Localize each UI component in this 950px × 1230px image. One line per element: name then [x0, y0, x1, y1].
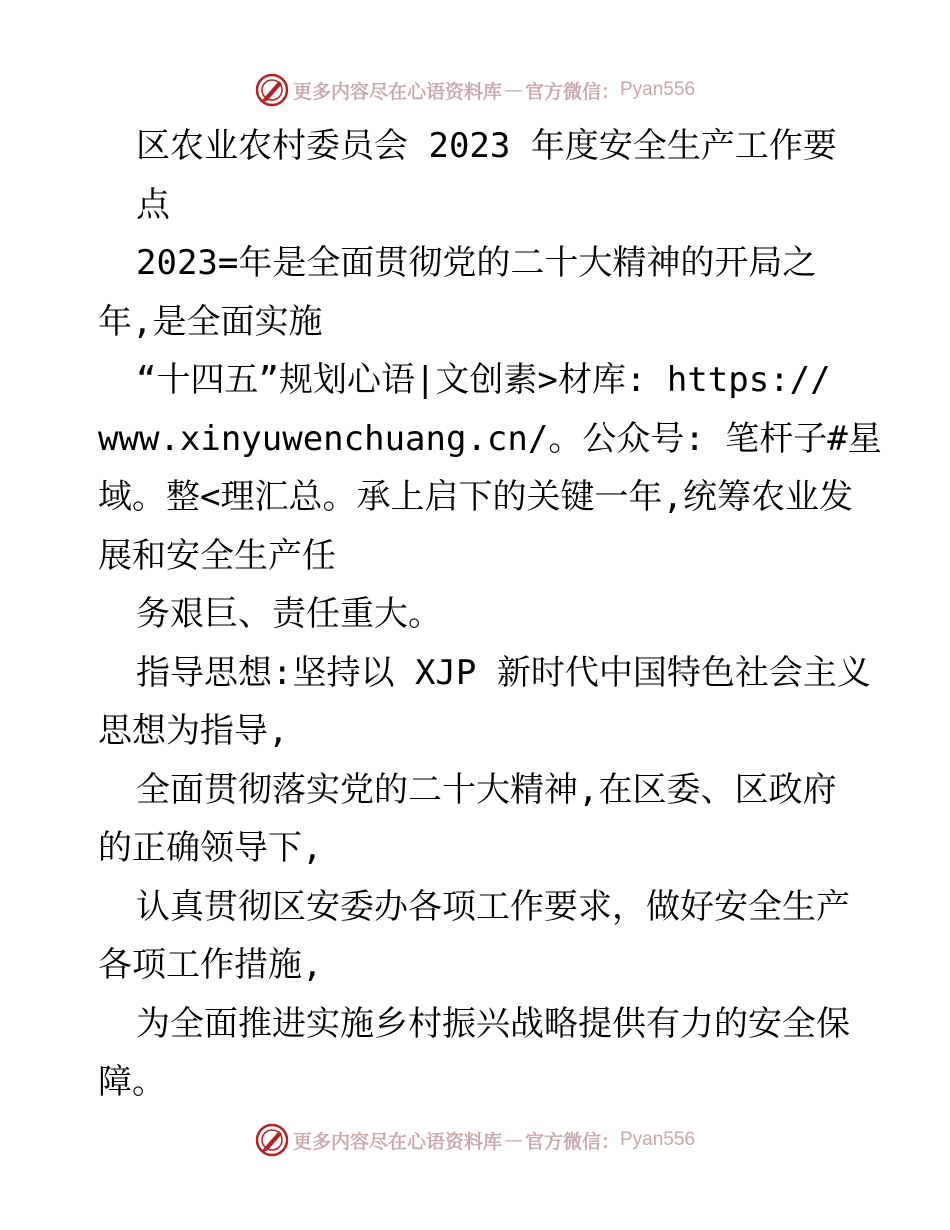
text-line: 区农业农村委员会 2023 年度安全生产工作要: [136, 126, 837, 166]
banner-main-text: 更多内容尽在心语资料库: [292, 80, 502, 103]
text-line: 域。整<理汇总。承上启下的关键一年,统筹农业发: [98, 477, 853, 517]
banner-dash: —: [503, 1129, 523, 1151]
banner-wechat-id: Pyan556: [620, 79, 696, 100]
text-line: 点: [136, 184, 170, 225]
pen-nib-logo-icon: [255, 1123, 289, 1157]
header-watermark-banner: [0, 70, 950, 110]
text-line: 各项工作措施,: [98, 945, 323, 985]
text-line: 务艰巨、责任重大。: [136, 594, 442, 634]
footer-watermark-banner: [0, 1120, 950, 1160]
banner-dash: —: [503, 79, 523, 101]
document-body: [98, 117, 882, 1112]
text-line: 全面贯彻落实党的二十大精神,在区委、区政府: [136, 769, 837, 810]
text-line: 年,是全面实施: [98, 301, 323, 342]
text-line: 指导思想:坚持以 XJP 新时代中国特色社会主义: [136, 652, 871, 693]
pen-nib-logo-icon: [255, 73, 289, 107]
text-line: 的正确领导下,: [98, 828, 323, 868]
text-line: 障。: [98, 1062, 166, 1102]
text-line: 为全面推进实施乡村振兴战略提供有力的安全保: [136, 1003, 850, 1044]
banner-wechat-label: 官方微信：: [524, 80, 620, 103]
text-line: 认真贯彻区安委办各项工作要求，做好安全生产: [136, 886, 850, 927]
banner-wechat-id: Pyan556: [620, 1129, 696, 1150]
text-line: “十四五”规划心语|文创素>材库: https://: [136, 360, 831, 400]
banner-main-text: 更多内容尽在心语资料库: [292, 1130, 502, 1153]
banner-wechat-label: 官方微信：: [524, 1130, 620, 1153]
text-line: 展和安全生产任: [98, 535, 336, 576]
text-line: 思想为指导,: [98, 711, 289, 751]
text-line: 2023=年是全面贯彻党的二十大精神的开局之: [136, 243, 817, 283]
text-line: www.xinyuwenchuang.cn/。公众号: 笔杆子#星: [98, 418, 882, 459]
